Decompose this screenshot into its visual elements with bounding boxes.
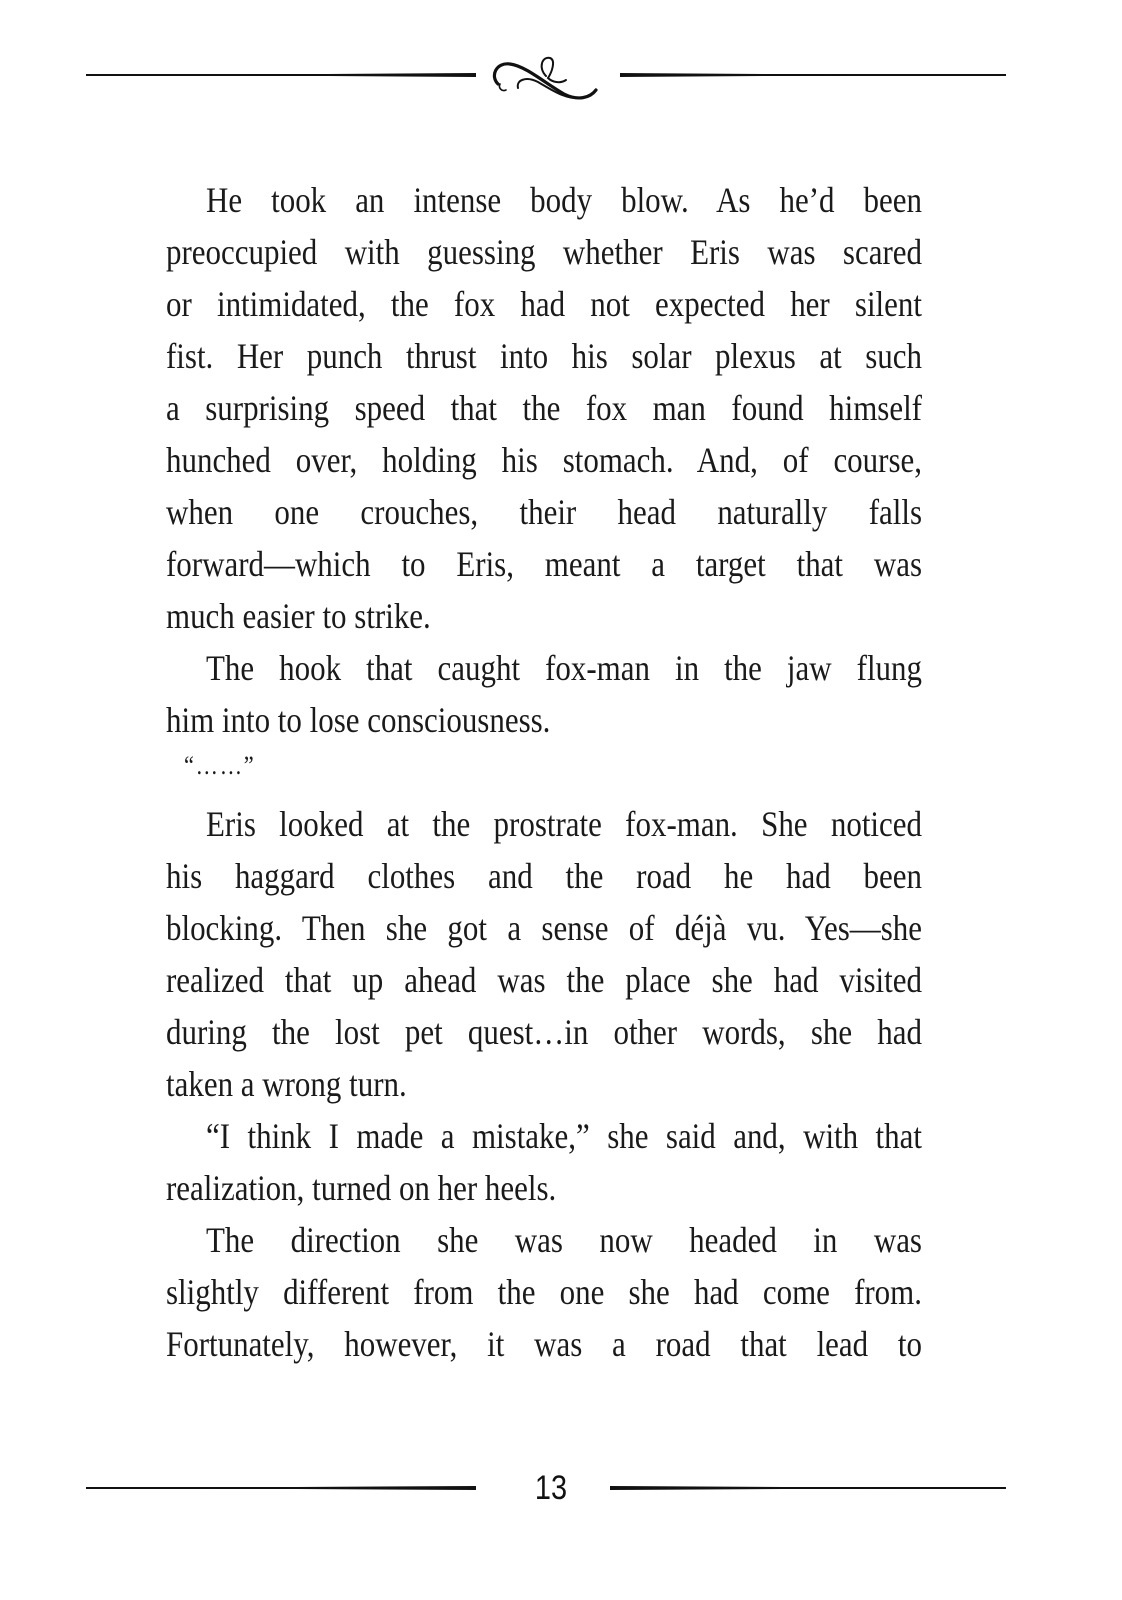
text-line: hunched over, holding his stomach. And, of course, [166,440,922,480]
text-line: Eris looked at the prostrate fox-man. She noticed [206,804,922,844]
text-line: fist. Her punch thrust into his solar plexus at such [166,336,922,376]
footer-rule-right [610,1486,1006,1490]
text-line: realized that up ahead was the place she had visited [166,960,922,1000]
text-line: or intimidated, the fox had not expected her silent [166,284,922,324]
text-line: when one crouches, their head naturally falls [166,492,922,532]
text-line: Fortunately, however, it was a road that lead to [166,1324,922,1364]
header-rule-right [620,72,1006,78]
text-line: preoccupied with guessing whether Eris was scared [166,232,922,272]
text-line: slightly different from the one she had come from. [166,1272,922,1312]
text-line: The hook that caught fox-man in the jaw flung [206,648,922,688]
text-line: blocking. Then she got a sense of déjà vu. Yes—she [166,908,922,948]
flourish-divider-icon [486,54,616,104]
text-line: “I think I made a mistake,” she said and, with that [206,1116,922,1156]
ellipsis-dialogue-line: “……” [184,751,256,780]
page-footer [86,1466,1006,1516]
text-line: him into to lose consciousness. [166,700,551,740]
header-ornament [86,54,1006,104]
text-line: taken a wrong turn. [166,1064,407,1104]
footer-rule-left [86,1486,476,1490]
text-line: realization, turned on her heels. [166,1168,557,1208]
text-line: He took an intense body blow. As he’d been [206,180,922,220]
text-line: his haggard clothes and the road he had been [166,856,922,896]
text-line: a surprising speed that the fox man found himself [166,388,922,428]
body-text [166,174,922,1370]
text-line: The direction she was now headed in was [206,1220,922,1260]
header-rule-left [86,72,476,78]
text-line: much easier to strike. [166,596,431,636]
text-line: forward—which to Eris, meant a target that was [166,544,922,584]
text-line: during the lost pet quest…in other words, she had [166,1012,922,1052]
page-number: 13 [534,1469,568,1507]
